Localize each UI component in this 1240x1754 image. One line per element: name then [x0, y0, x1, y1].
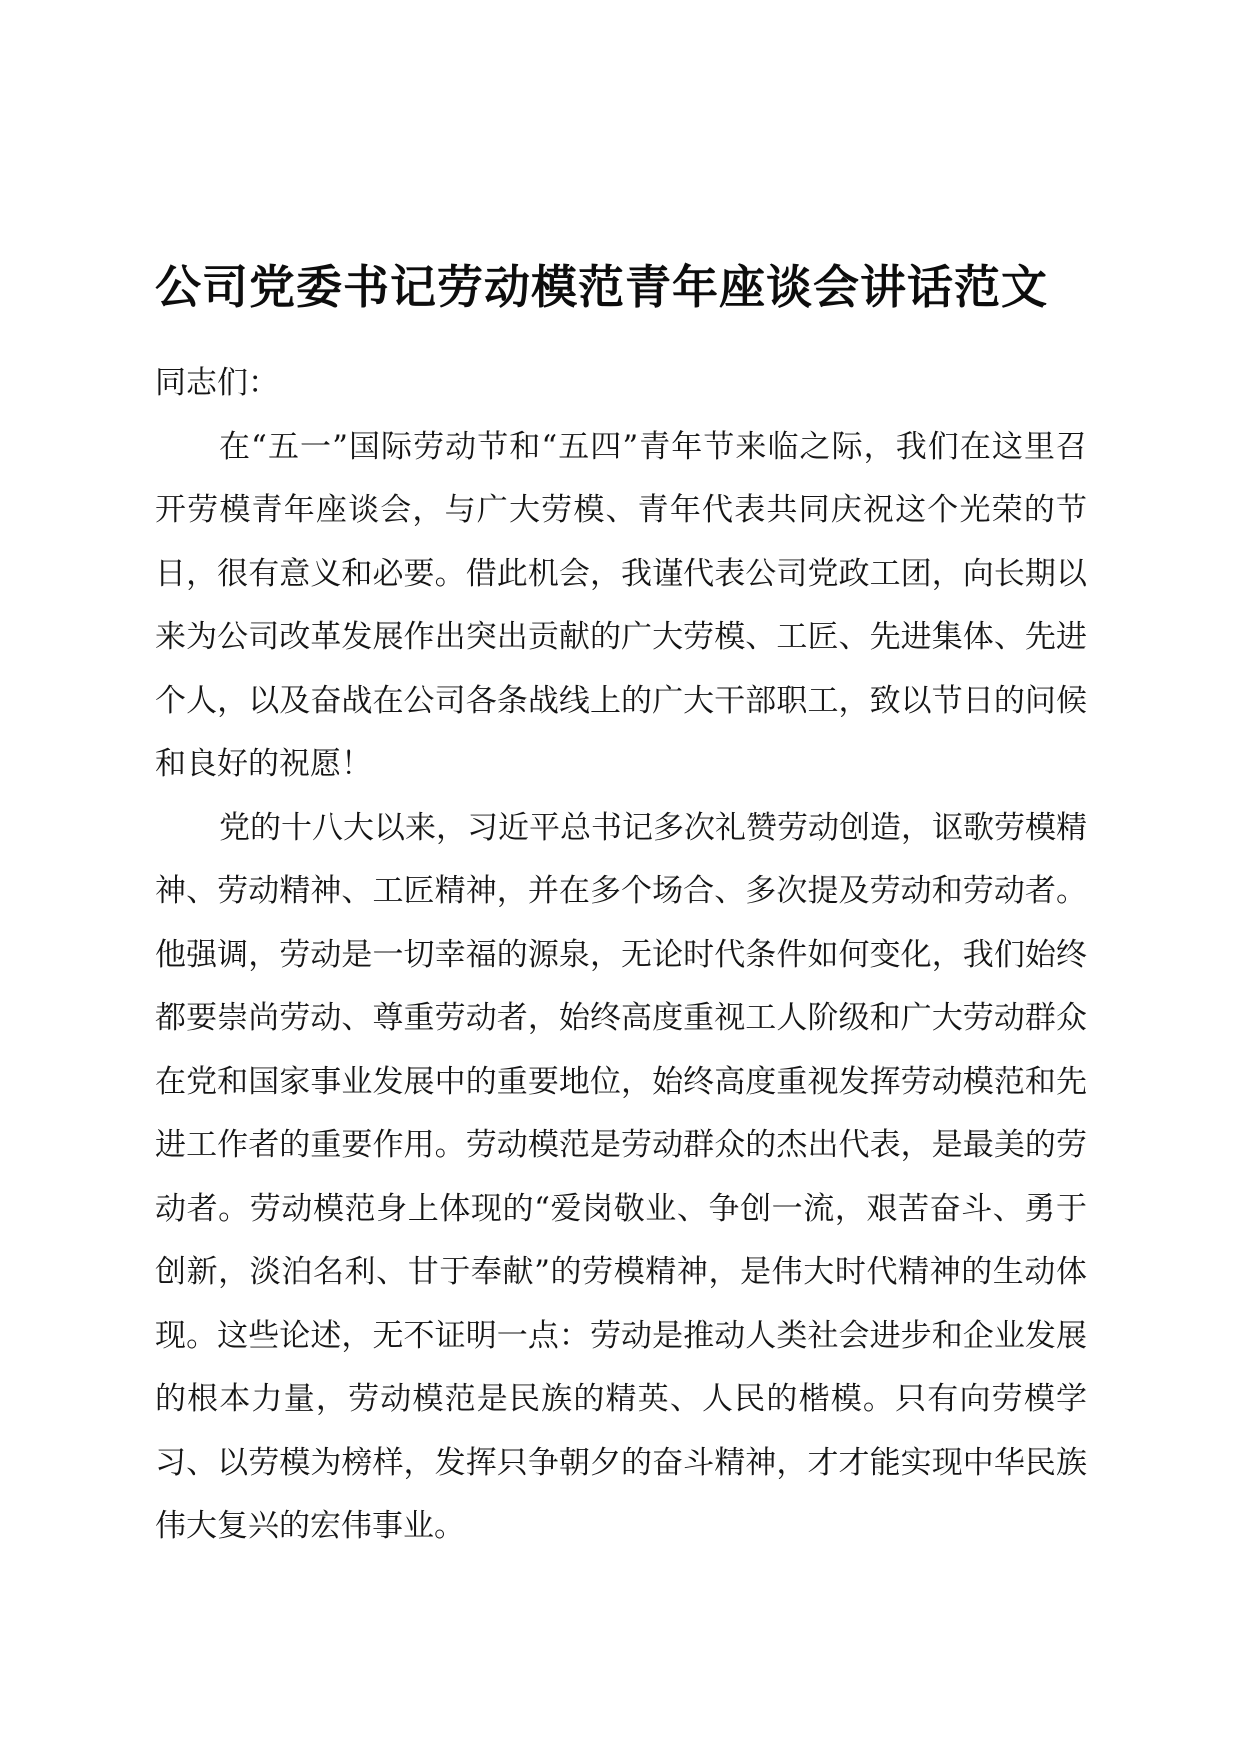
- salutation: 同志们：: [155, 365, 279, 401]
- paragraph-1: 在“五一”国际劳动节和“五四”青年节来临之际，我们在这里召开劳模青年座谈会，与广大劳模、青年代表共同庆祝这个光荣的节日，很有意义和必要。借此机会，我谨代表公司党政工团，向长期以来为公司改革发展作出突出贡献的广大劳模、工匠、先进集体、先进个人，以及奋战在公司各条战线上的广大干部职工，致以节日的问候和良好的祝愿！: [155, 428, 1087, 782]
- document-title: 公司党委书记劳动模范青年座谈会讲话范文: [155, 260, 1048, 314]
- document-body: [155, 352, 1087, 1559]
- paragraph-2: 党的十八大以来，习近平总书记多次礼赞劳动创造，讴歌劳模精神、劳动精神、工匠精神，并在多个场合、多次提及劳动和劳动者。他强调，劳动是一切幸福的源泉，无论时代条件如何变化，我们始终都要崇尚劳动、尊重劳动者，始终高度重视工人阶级和广大劳动群众在党和国家事业发展中的重要地位，始终高度重视发挥劳动模范和先进工作者的重要作用。劳动模范是劳动群众的杰出代表，是最美的劳动者。劳动模范身上体现的“爱岗敬业、争创一流，艰苦奋斗、勇于创新，淡泊名利、甘于奉献”的劳模精神，是伟大时代精神的生动体现。这些论述，无不证明一点：劳动是推动人类社会进步和企业发展的根本力量，劳动模范是民族的精英、人民的楷模。只有向劳模学习、以劳模为榜样，发挥只争朝夕的奋斗精神，才才能实现中华民族伟大复兴的宏伟事业。: [155, 809, 1087, 1544]
